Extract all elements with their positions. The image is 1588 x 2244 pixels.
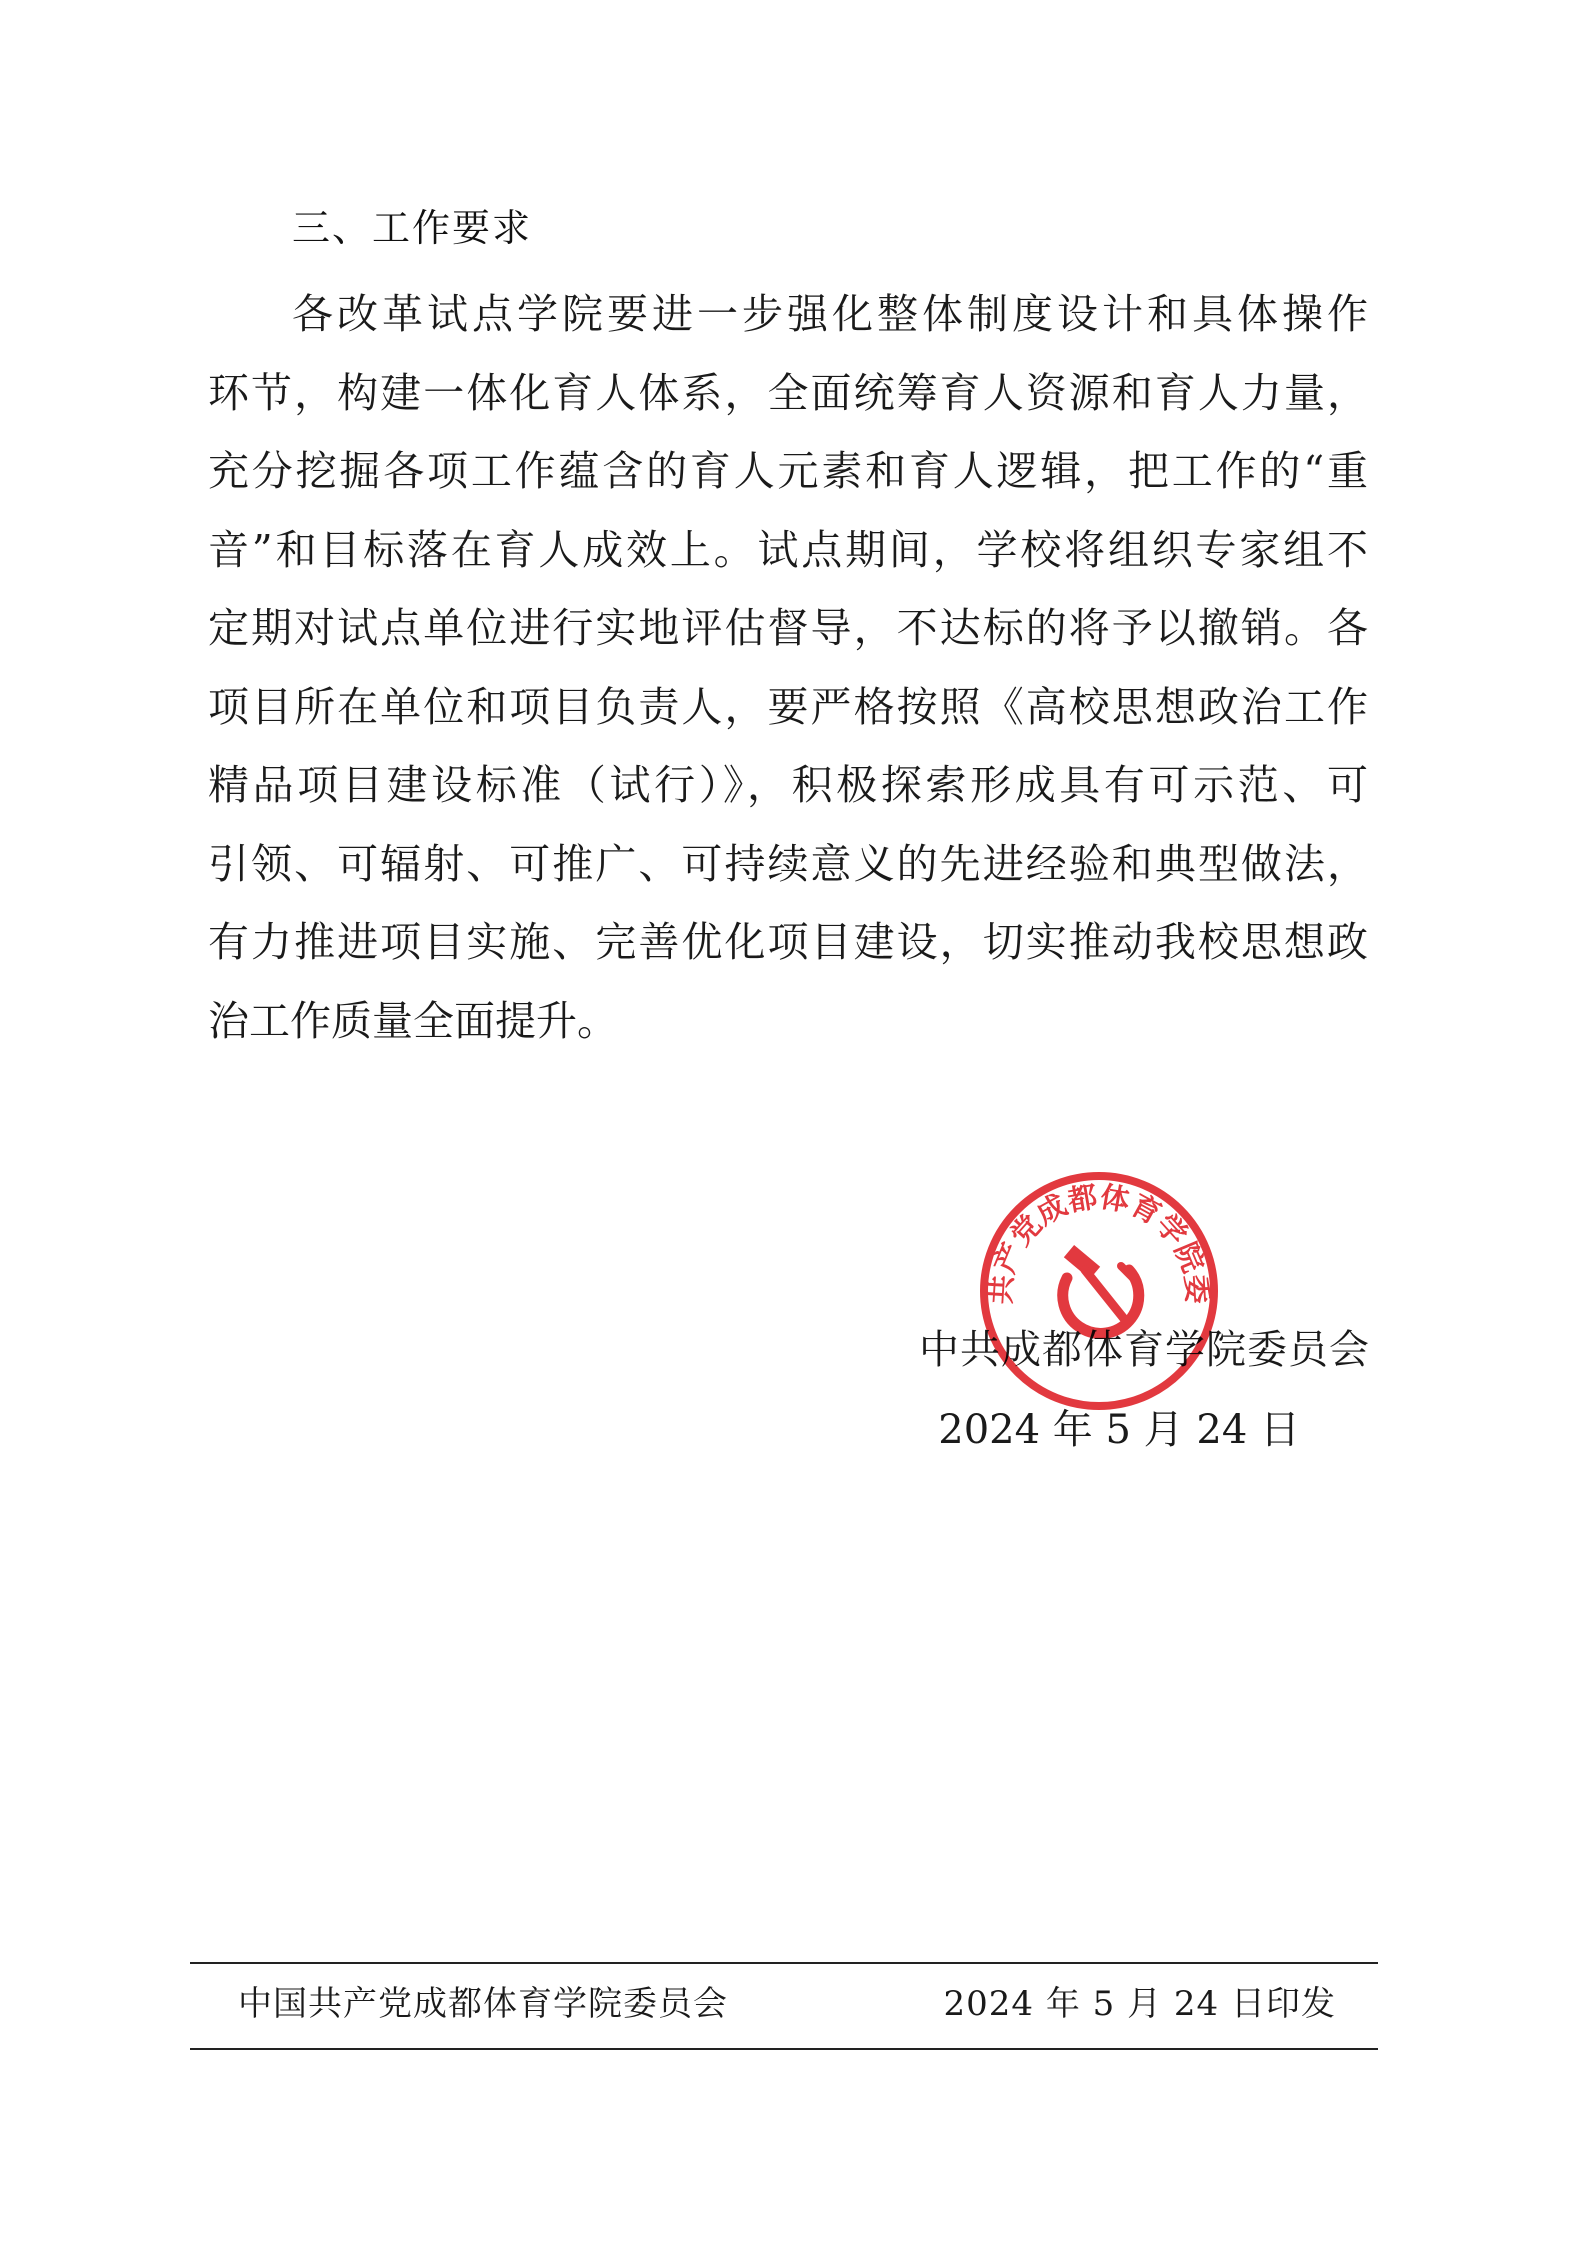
seal-graphic [976, 1168, 1222, 1414]
signature-organization: 中共成都体育学院委员会 [919, 1327, 1370, 1373]
hammer-sickle-icon [1063, 1245, 1139, 1333]
body-line: 治工作质量全面提升。 [208, 996, 618, 1045]
body-line: 环节，构建一体化育人体系，全面统筹育人资源和育人力量， [208, 368, 1368, 417]
body-line: 定期对试点单位进行实地评估督导，不达标的将予以撤销。各 [208, 604, 1368, 652]
body-line: 引领、可辐射、可推广、可持续意义的先进经验和典型做法， [208, 839, 1368, 888]
body-line: 充分挖掘各项工作蕴含的育人元素和育人逻辑，把工作的“重 [208, 447, 1368, 495]
body-line: 各改革试点学院要进一步强化整体制度设计和具体操作 [292, 290, 1368, 338]
footer-bottom-rule [190, 2048, 1378, 2050]
footer-top-rule [190, 1962, 1378, 1964]
footer-issue-date: 2024 年 5 月 24 日印发 [943, 1984, 1336, 2024]
body-line: 项目所在单位和项目负责人，要严格按照《高校思想政治工作 [208, 682, 1368, 731]
section-heading: 三、工作要求 [292, 206, 533, 250]
body-line: 音”和目标落在育人成效上。试点期间，学校将组织专家组不 [208, 525, 1368, 574]
signature-date: 2024 年 5 月 24 日 [938, 1407, 1300, 1453]
body-line: 有力推进项目实施、完善优化项目建设，切实推动我校思想政 [208, 918, 1368, 966]
footer-organization: 中国共产党成都体育学院委员会 [238, 1984, 728, 2024]
body-paragraph [208, 275, 1368, 1060]
official-seal [976, 1168, 1222, 1414]
seal-text: 共产党成都体育学院委 [983, 1179, 1215, 1306]
body-line: 精品项目建设标准（试行）》，积极探索形成具有可示范、可 [208, 761, 1368, 809]
